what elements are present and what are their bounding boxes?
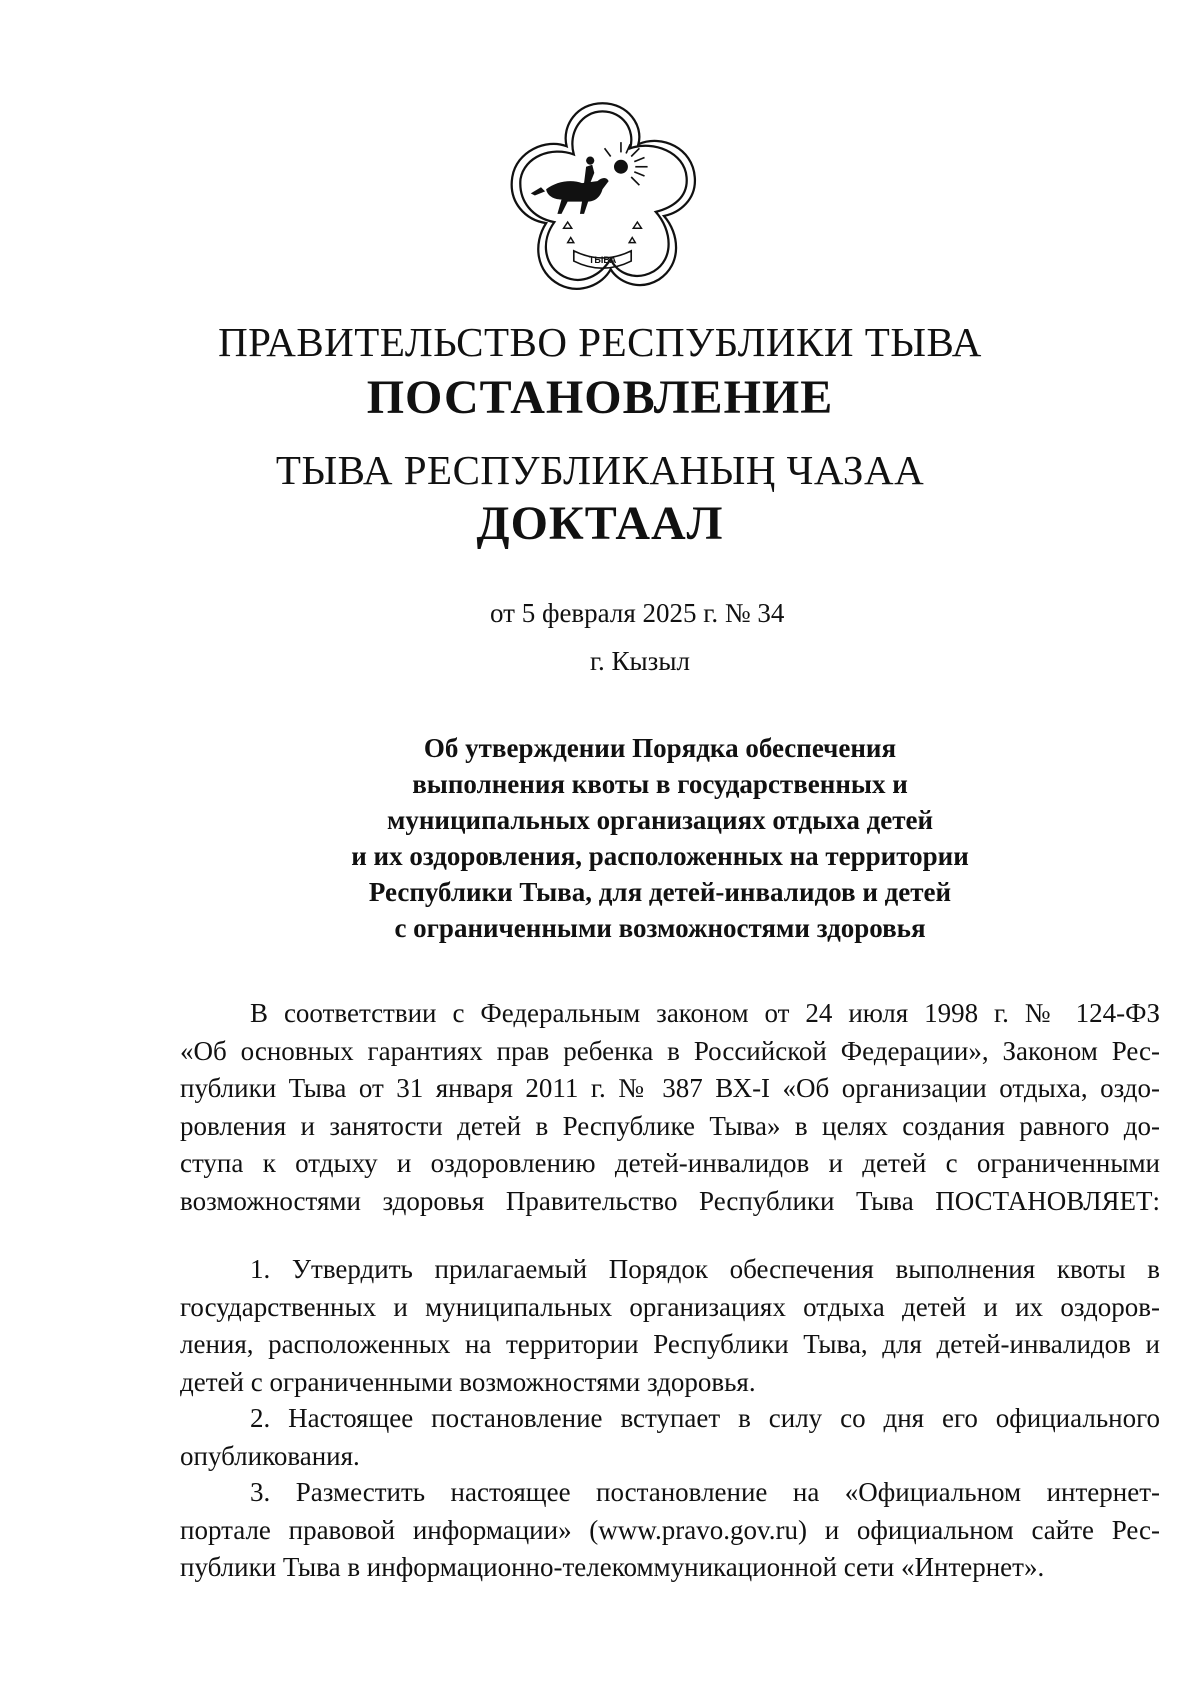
title-line: с ограниченными возможностями здоровья [394, 913, 926, 943]
text-line: 2. Настоящее постановление вступает в силу со дня его официального [250, 1403, 1160, 1433]
document-type-tv: ДОКТААЛ [476, 497, 724, 550]
emblem-ribbon-text: ТЫВА [588, 255, 617, 266]
coat-of-arms-emblem [500, 95, 705, 300]
preamble-paragraph [180, 995, 1160, 1220]
document-city: г. Кызыл [590, 646, 690, 676]
title-line: Республики Тыва, для детей-инвалидов и детей [368, 877, 952, 907]
text-line: В соответствии с Федеральным законом от 24 июля 1998 г. № 124-ФЗ [250, 998, 1160, 1028]
government-name-tv: ТЫВА РЕСПУБЛИКАНЫҢ ЧАЗАА [275, 447, 925, 493]
document-title [300, 730, 1020, 946]
text-line: ления, расположенных на территории Республики Тыва, для детей-инвалидов и [180, 1329, 1160, 1359]
title-line: Об утверждении Порядка обеспечения [423, 733, 897, 763]
document-date-number: от 5 февраля 2025 г. № 34 [490, 598, 785, 628]
text-line: 3. Разместить настоящее постановление на «Официальном интернет- [250, 1477, 1160, 1507]
text-line: государственных и муниципальных организациях отдыха детей и их оздоров- [180, 1291, 1160, 1322]
clause-2-paragraph [180, 1400, 1160, 1475]
clause-3-paragraph [180, 1474, 1160, 1587]
text-line: 1. Утвердить прилагаемый Порядок обеспечения выполнения квоты в [250, 1254, 1160, 1284]
title-line: выполнения квоты в государственных и [412, 769, 908, 799]
emblem-icon [500, 95, 705, 300]
text-line: публики Тыва в информационно-телекоммуникационной сети «Интернет». [180, 1552, 1045, 1582]
text-line: ровления и занятости детей в Республике Тыва» в целях создания равного до- [180, 1110, 1160, 1141]
title-line: и их оздоровления, расположенных на территории [351, 841, 969, 871]
text-line: возможностями здоровья Правительство Республики Тыва ПОСТАНОВЛЯЕТ: [180, 1185, 1160, 1216]
text-line: ступа к отдыху и оздоровлению детей-инвалидов и детей с ограниченными [180, 1148, 1160, 1178]
text-line: детей с ограниченными возможностями здоровья. [180, 1366, 756, 1397]
government-name-ru: ПРАВИТЕЛЬСТВО РЕСПУБЛИКИ ТЫВА [218, 319, 982, 365]
title-line: муниципальных организациях отдыха детей [386, 805, 934, 835]
text-line: опубликования. [180, 1440, 360, 1471]
text-line: публики Тыва от 31 января 2011 г. № 387 ВХ-I «Об организации отдыха, оздо- [180, 1073, 1160, 1103]
text-line: портале правовой информации» (www.pravo.gov.ru) и официальном сайте Рес- [180, 1514, 1160, 1545]
clause-1-paragraph [180, 1251, 1160, 1401]
document-type-ru: ПОСТАНОВЛЕНИЕ [366, 371, 834, 424]
text-line: «Об основных гарантиях прав ребенка в Российской Федерации», Законом Рес- [180, 1035, 1160, 1066]
